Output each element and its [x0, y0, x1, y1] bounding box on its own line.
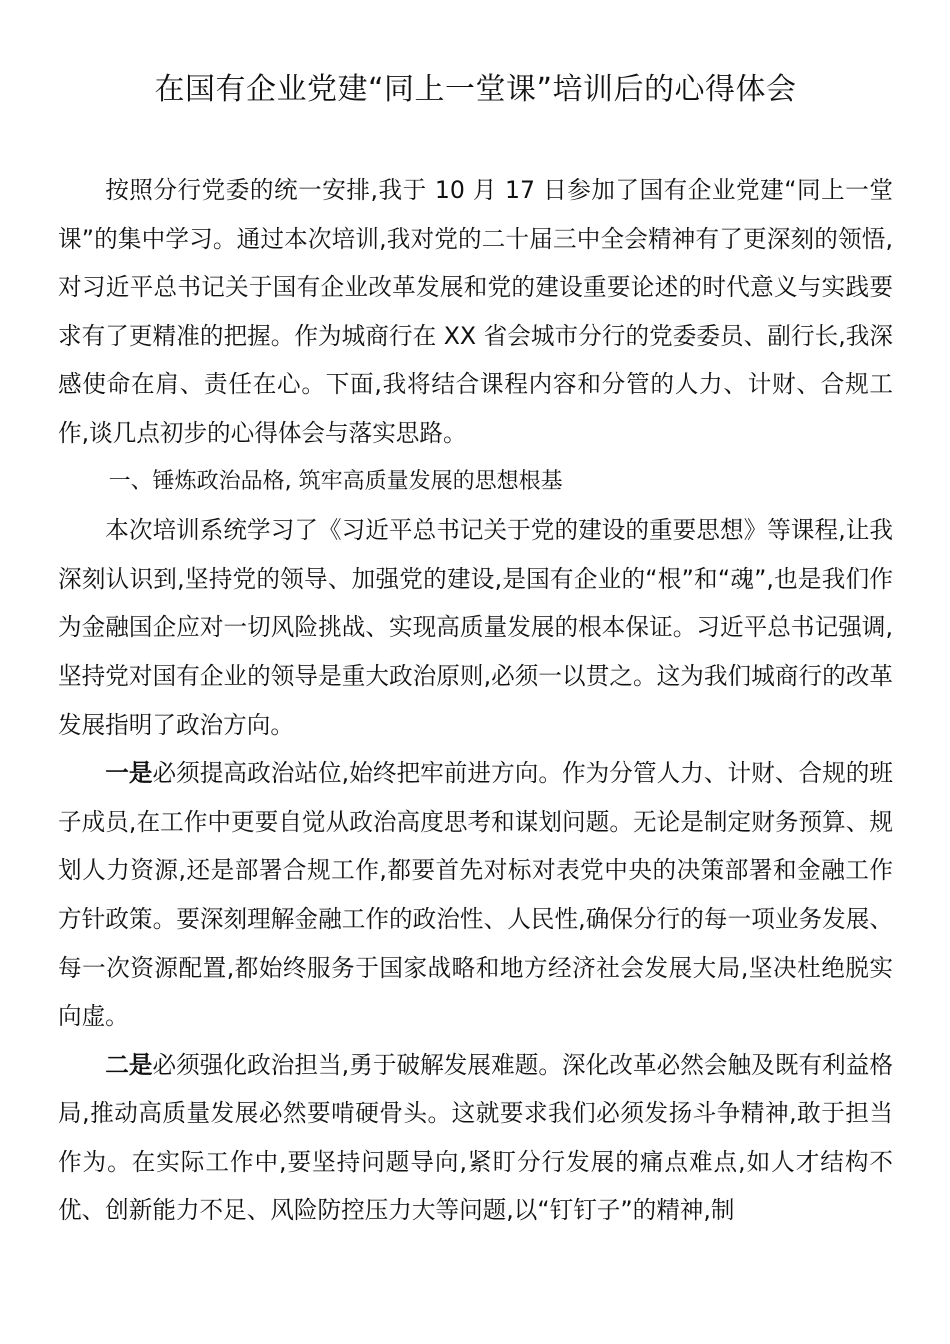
point-two-paragraph — [58, 1041, 893, 1235]
point-one-paragraph — [58, 749, 893, 1041]
point-two-lead: 二是 — [105, 1050, 153, 1079]
section-heading: 一、锤炼政治品格, 筑牢高质量发展的思想根基 — [108, 468, 563, 494]
point-two-text: 必须强化政治担当,勇于破解发展难题。深化改革必然会触及既有利益格局,推动高质量发展必然要啃硬骨头。这就要求我们必须发扬斗争精神,敢于担当作为。在实际工作中,要坚持问题导向,紧盯分行发展的痛点难点,如人才结构不优、创新能力不足、风险防控压力大等问题,以“钉钉子”的精神,制 — [58, 1050, 894, 1225]
document-body — [58, 166, 893, 1235]
point-one-text: 必须提高政治站位,始终把牢前进方向。作为分管人力、计财、合规的班子成员,在工作中更要自觉从政治高度思考和谋划问题。无论是制定财务预算、规划人力资源,还是部署合规工作,都要首先对标对表党中央的决策部署和金融工作方针政策。要深刻理解金融工作的政治性、人民性,确保分行的每一项业务发展、每一次资源配置,都始终服务于国家战略和地方经济社会发展大局,坚决杜绝脱实向虚。 — [58, 759, 894, 1031]
point-one-lead: 一是 — [105, 759, 153, 788]
document-title: 在国有企业党建“同上一堂课”培训后的心得体会 — [154, 72, 797, 107]
section-paragraph: 本次培训系统学习了《习近平总书记关于党的建设的重要思想》等课程,让我深刻认识到,坚持党的领导、加强党的建设,是国有企业的“根”和“魂”,也是我们作为金融国企应对一切风险挑战、实现高质量发展的根本保证。习近平总书记强调,坚持党对国有企业的领导是重大政治原则,必须一以贯之。这为我们城商行的改革发展指明了政治方向。 — [58, 516, 893, 739]
intro-paragraph: 按照分行党委的统一安排,我于 10 月 17 日参加了国有企业党建“同上一堂课”的集中学习。通过本次培训,我对党的二十届三中全会精神有了更深刻的领悟,对习近平总书记关于国有企业改革发展和党的建设重要论述的时代意义与实践要求有了更精准的把握。作为城商行在 XX 省会城市分行的党委委员、副行长,我深感使命在肩、责任在心。下面,我将结合课程内容和分管的人力、计财、合规工作,谈几点初步的心得体会与落实思路。 — [58, 176, 893, 447]
